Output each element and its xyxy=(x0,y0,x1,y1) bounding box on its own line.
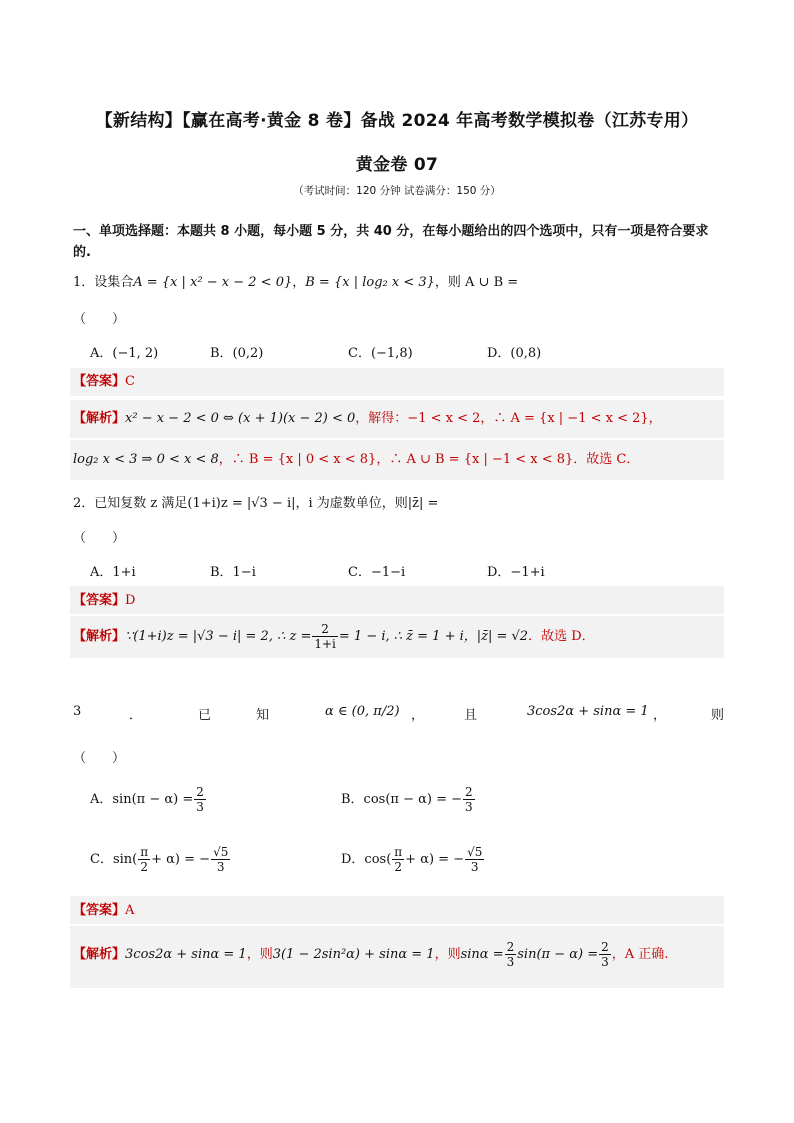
q1-option-d: D．(0,8) xyxy=(487,346,542,361)
analysis-label: 【解析】 xyxy=(73,411,126,426)
q2-answer-value: D xyxy=(125,593,136,608)
fraction-denominator: 3 xyxy=(216,860,225,874)
q1-set-a: A = {x | x² − x − 2 < 0} xyxy=(133,275,293,290)
q1-set-b: B = {x | log₂ x < 3} xyxy=(305,275,435,290)
q3-condition-1 xyxy=(325,704,400,719)
q3-answer-blank: （ ） xyxy=(73,751,126,766)
q3-analysis-math-f: sin(π − α) = xyxy=(517,947,599,962)
q3-dot: ． xyxy=(129,708,143,723)
section-heading: 一、单项选择题：本题共 8 小题，每小题 5 分，共 40 分，在每小题给出的四个选项中，只有一项是符合要求的. xyxy=(73,224,709,260)
q1-analysis-math-2: log₂ x < 3 ⇒ 0 < x < 8 xyxy=(73,452,219,467)
q1-analysis-line-1 xyxy=(73,410,662,428)
question-2-stem: 2．已知复数 z 满足(1+i)z = |√3 − i|，i 为虚数单位，则|z̄| = xyxy=(73,496,439,511)
q2-option-b: B．1−i xyxy=(210,565,256,580)
q3-option-d xyxy=(341,845,485,874)
fraction-denominator: 3 xyxy=(470,860,479,874)
fraction-denominator: 1+i xyxy=(314,637,336,651)
q3-option-c-fraction xyxy=(211,845,230,874)
q2-analysis-math-a: ∵(1+i)z = |√3 − i| = 2, ∴ z = xyxy=(125,629,312,644)
q3-word-4: 则 xyxy=(711,708,725,723)
q1-option-b: B．(0,2) xyxy=(210,346,264,361)
q2-option-c: C．−1−i xyxy=(348,565,406,580)
q1-analysis-line-2 xyxy=(73,451,639,469)
q2-answer-box xyxy=(70,586,724,614)
q3-analysis xyxy=(73,936,668,974)
fraction-denominator: 3 xyxy=(506,955,515,969)
q3-analysis-conclusion: ，A 正确. xyxy=(611,947,669,962)
q3-word-2: 知 xyxy=(256,708,270,723)
q3-comma: ， xyxy=(411,708,425,723)
q3-option-d-text: D．cos( xyxy=(341,852,392,867)
answer-label: 【答案】 xyxy=(73,903,126,918)
q2-analysis-math-b: = 1 − i, ∴ z̄ = 1 + i，|z̄| = √2 xyxy=(338,629,529,644)
q3-option-c-rest: + α) = − xyxy=(151,852,211,867)
fraction-numerator: 2 xyxy=(312,622,338,637)
q3-option-c-inner-fraction xyxy=(138,845,150,874)
fraction-numerator: π xyxy=(140,845,149,859)
document-subtitle: 黄金卷 07 xyxy=(355,155,439,175)
q2-answer-blank: （ ） xyxy=(73,531,126,546)
answer-label: 【答案】 xyxy=(73,593,126,608)
q3-number: 3 xyxy=(73,704,82,719)
fraction-denominator: 2 xyxy=(394,860,403,874)
q3-option-d-rest: + α) = − xyxy=(405,852,465,867)
q1-answer-blank: （ ） xyxy=(73,312,126,327)
q3-option-c xyxy=(90,845,231,874)
q2-answer xyxy=(73,592,135,610)
q3-option-b xyxy=(341,785,476,814)
q3-comma-2: ， xyxy=(653,708,667,723)
fraction-numerator: π xyxy=(394,845,403,859)
q3-analysis-math-a: 3cos2α + sinα = 1 xyxy=(125,947,247,962)
answer-label: 【答案】 xyxy=(73,374,126,389)
q1-sep: ， xyxy=(292,275,306,290)
q1-analysis-text-2: ，∴ B = {x | 0 < x < 8}，∴ A ∪ B = {x | −1 < x < 8}．故选 C． xyxy=(218,452,640,467)
q2-option-a: A．1+i xyxy=(90,565,136,580)
fraction-numerator: √5 xyxy=(213,845,229,859)
exam-info: （考试时间：120 分钟 试卷满分：150 分） xyxy=(293,185,501,197)
q2-option-d: D．−1+i xyxy=(487,565,545,580)
fraction-numerator: 2 xyxy=(506,940,515,954)
q2-analysis-conclusion: ．故选 D． xyxy=(528,629,595,644)
q1-option-c: C．(−1,8) xyxy=(348,346,413,361)
q3-option-b-text: B．cos(π − α) = − xyxy=(341,792,463,807)
q1-option-a: A．(−1, 2) xyxy=(90,346,159,361)
q3-option-b-fraction xyxy=(463,785,475,814)
q3-option-a-text: A．sin(π − α) = xyxy=(90,792,194,807)
q3-condition-2 xyxy=(527,704,649,719)
q1-answer-value: C xyxy=(125,374,135,389)
q1-stem-suffix: ，则 A ∪ B = xyxy=(434,275,519,290)
q3-analysis-math-c: 3(1 − 2sin²α) + sinα = 1 xyxy=(272,947,435,962)
question-1-stem xyxy=(73,274,518,292)
q3-option-c-text: C．sin( xyxy=(90,852,138,867)
q3-analysis-math-e: sinα = xyxy=(460,947,504,962)
analysis-label: 【解析】 xyxy=(73,629,126,644)
q2-analysis xyxy=(73,620,595,654)
q2-analysis-fraction xyxy=(312,622,338,651)
analysis-label: 【解析】 xyxy=(73,947,126,962)
q3-option-d-inner-fraction xyxy=(392,845,404,874)
q1-analysis-text-1: ，解得：−1 < x < 2，∴ A = {x | −1 < x < 2}， xyxy=(355,411,662,426)
q3-answer-value: A xyxy=(125,903,135,918)
q3-answer-box xyxy=(70,896,724,924)
q1-analysis-math-1: x² − x − 2 < 0 ⇔ (x + 1)(x − 2) < 0 xyxy=(125,411,356,426)
q1-stem-prefix: 1．设集合 xyxy=(73,275,134,290)
q3-analysis-text-b: ，则 xyxy=(246,947,273,962)
q3-analysis-fraction-1 xyxy=(505,940,517,969)
fraction-numerator: 2 xyxy=(465,785,473,799)
q3-word-3: 且 xyxy=(464,708,478,723)
q1-answer xyxy=(73,373,135,391)
fraction-numerator: 2 xyxy=(196,785,204,799)
fraction-denominator: 3 xyxy=(601,955,609,969)
q3-option-a xyxy=(90,785,207,814)
fraction-numerator: 2 xyxy=(601,940,609,954)
q1-answer-box xyxy=(70,368,724,396)
q3-analysis-fraction-2 xyxy=(599,940,611,969)
document-title: 【新结构】【赢在高考·黄金 8 卷】备战 2024 年高考数学模拟卷（江苏专用） xyxy=(95,111,699,131)
fraction-numerator: √5 xyxy=(467,845,483,859)
q3-condition-1-math: α ∈ (0, π/2) xyxy=(325,704,400,719)
fraction-denominator: 3 xyxy=(465,800,473,814)
q3-option-d-fraction xyxy=(465,845,484,874)
fraction-denominator: 3 xyxy=(196,800,204,814)
q3-analysis-text-d: ，则 xyxy=(434,947,461,962)
fraction-denominator: 2 xyxy=(140,860,148,874)
q3-option-a-fraction xyxy=(194,785,206,814)
question-3-stem xyxy=(73,704,725,726)
q3-word-1: 已 xyxy=(198,708,212,723)
q3-condition-2-math: 3cos2α + sinα = 1 xyxy=(527,704,649,719)
q3-answer xyxy=(73,902,134,920)
